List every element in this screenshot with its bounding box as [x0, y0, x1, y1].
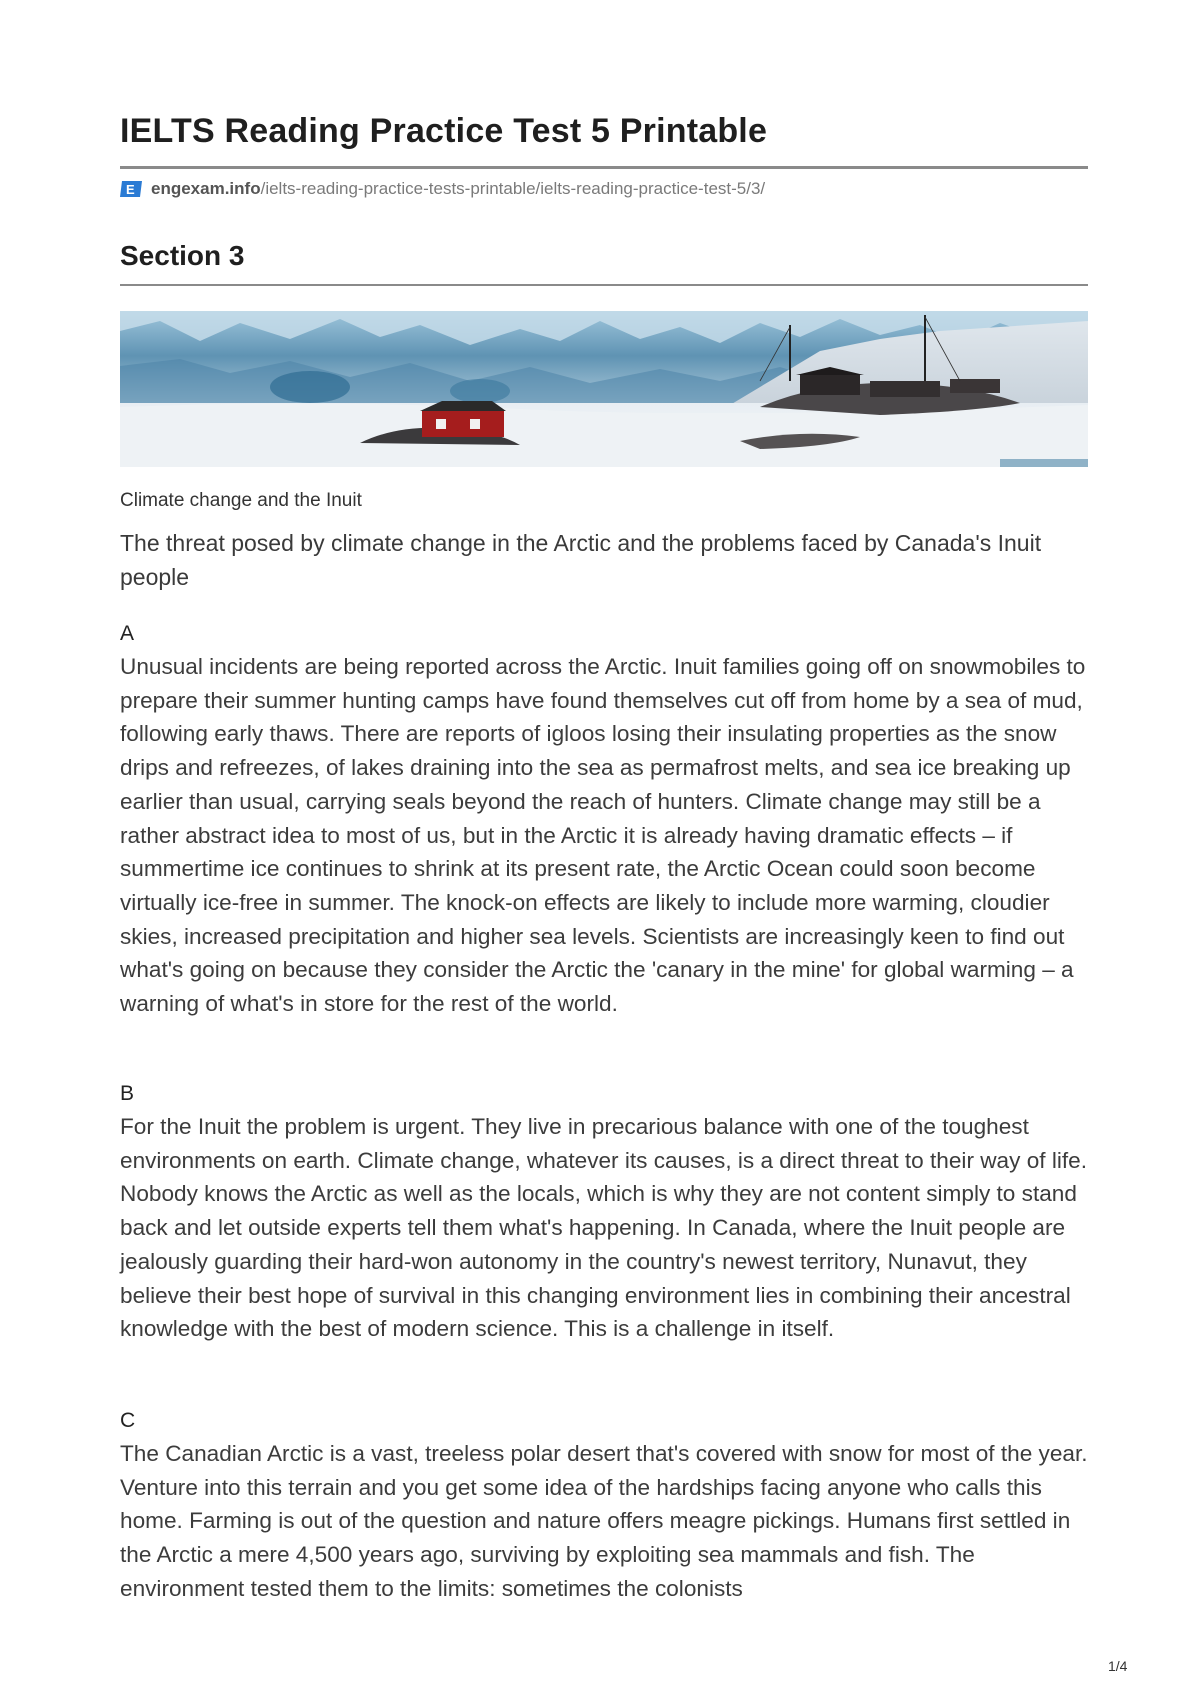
paragraph-a: Unusual incidents are being reported across the Arctic. Inuit families going off on snowmobiles to prepare their summer hunting camps have found themselves cut off from home by a sea of mud, following early thaws. There are reports of igloos losing their insulating properties as the snow drips and refreezes, of lakes draining into the sea as permafrost melts, and sea ice breaking up earlier than usual, carrying seals beyond the reach of hunters. Climate change may still be a rather abstract idea to most of us, but in the Arctic it is already having dramatic effects – if summertime ice continues to shrink at its present rate, the Arctic Ocean could soon become virtually ice-free in summer. The knock-on effects are likely to include more warming, cloudier skies, increased precipitation and higher sea levels. Scientists are increasingly keen to find out what's going on because they consider the Arctic the 'canary in the mine' for global warming – a warning of what's in store for the rest of the world.: [120, 654, 1086, 1017]
article-subtitle: The threat posed by climate change in the Arctic and the problems faced by Canada's Inuit people: [120, 530, 1042, 590]
section-divider: [120, 284, 1088, 286]
document-title: IELTS Reading Practice Test 5 Printable: [120, 112, 768, 150]
title-divider: [120, 166, 1088, 169]
paragraph-label-c: C: [120, 1409, 136, 1432]
paragraph-label-b: B: [120, 1082, 135, 1105]
image-caption: Climate change and the Inuit: [120, 490, 362, 511]
page-number: 1/4: [1108, 1658, 1128, 1674]
paragraph-label-a: A: [120, 622, 135, 645]
source-link[interactable]: [120, 178, 765, 200]
engexam-logo-icon: [120, 180, 142, 198]
section-heading: Section 3: [120, 240, 245, 271]
paragraph-b: For the Inuit the problem is urgent. They live in precarious balance with one of the toughest environments on earth. Climate change, whatever its causes, is a direct threat to their way of life. Nobody knows the Arctic as well as the locals, which is why they are not content simply to stand back and let outside experts tell them what's happening. In Canada, where the Inuit people are jealously guarding their hard-won autonomy in the country's newest territory, Nunavut, they believe their best hope of survival in this changing environment lies in combining their ancestral knowledge with the best of modern science. This is a challenge in itself.: [120, 1114, 1087, 1342]
svg-text:E: E: [126, 182, 135, 197]
source-domain[interactable]: engexam.info: [151, 179, 261, 198]
source-path[interactable]: /ielts-reading-practice-tests-printable/ielts-reading-practice-test-5/3/: [260, 179, 766, 198]
arctic-station-photo: [120, 311, 1088, 467]
paragraph-c: The Canadian Arctic is a vast, treeless polar desert that's covered with snow for most of the year. Venture into this terrain and you get some idea of the hardships facing anyone who calls this home. Farming is out of the question and nature offers meagre pickings. Humans first settled in the Arctic a mere 4,500 years ago, surviving by exploiting sea mammals and fish. The environment tested them to the limits: sometimes the colonists: [120, 1441, 1088, 1601]
